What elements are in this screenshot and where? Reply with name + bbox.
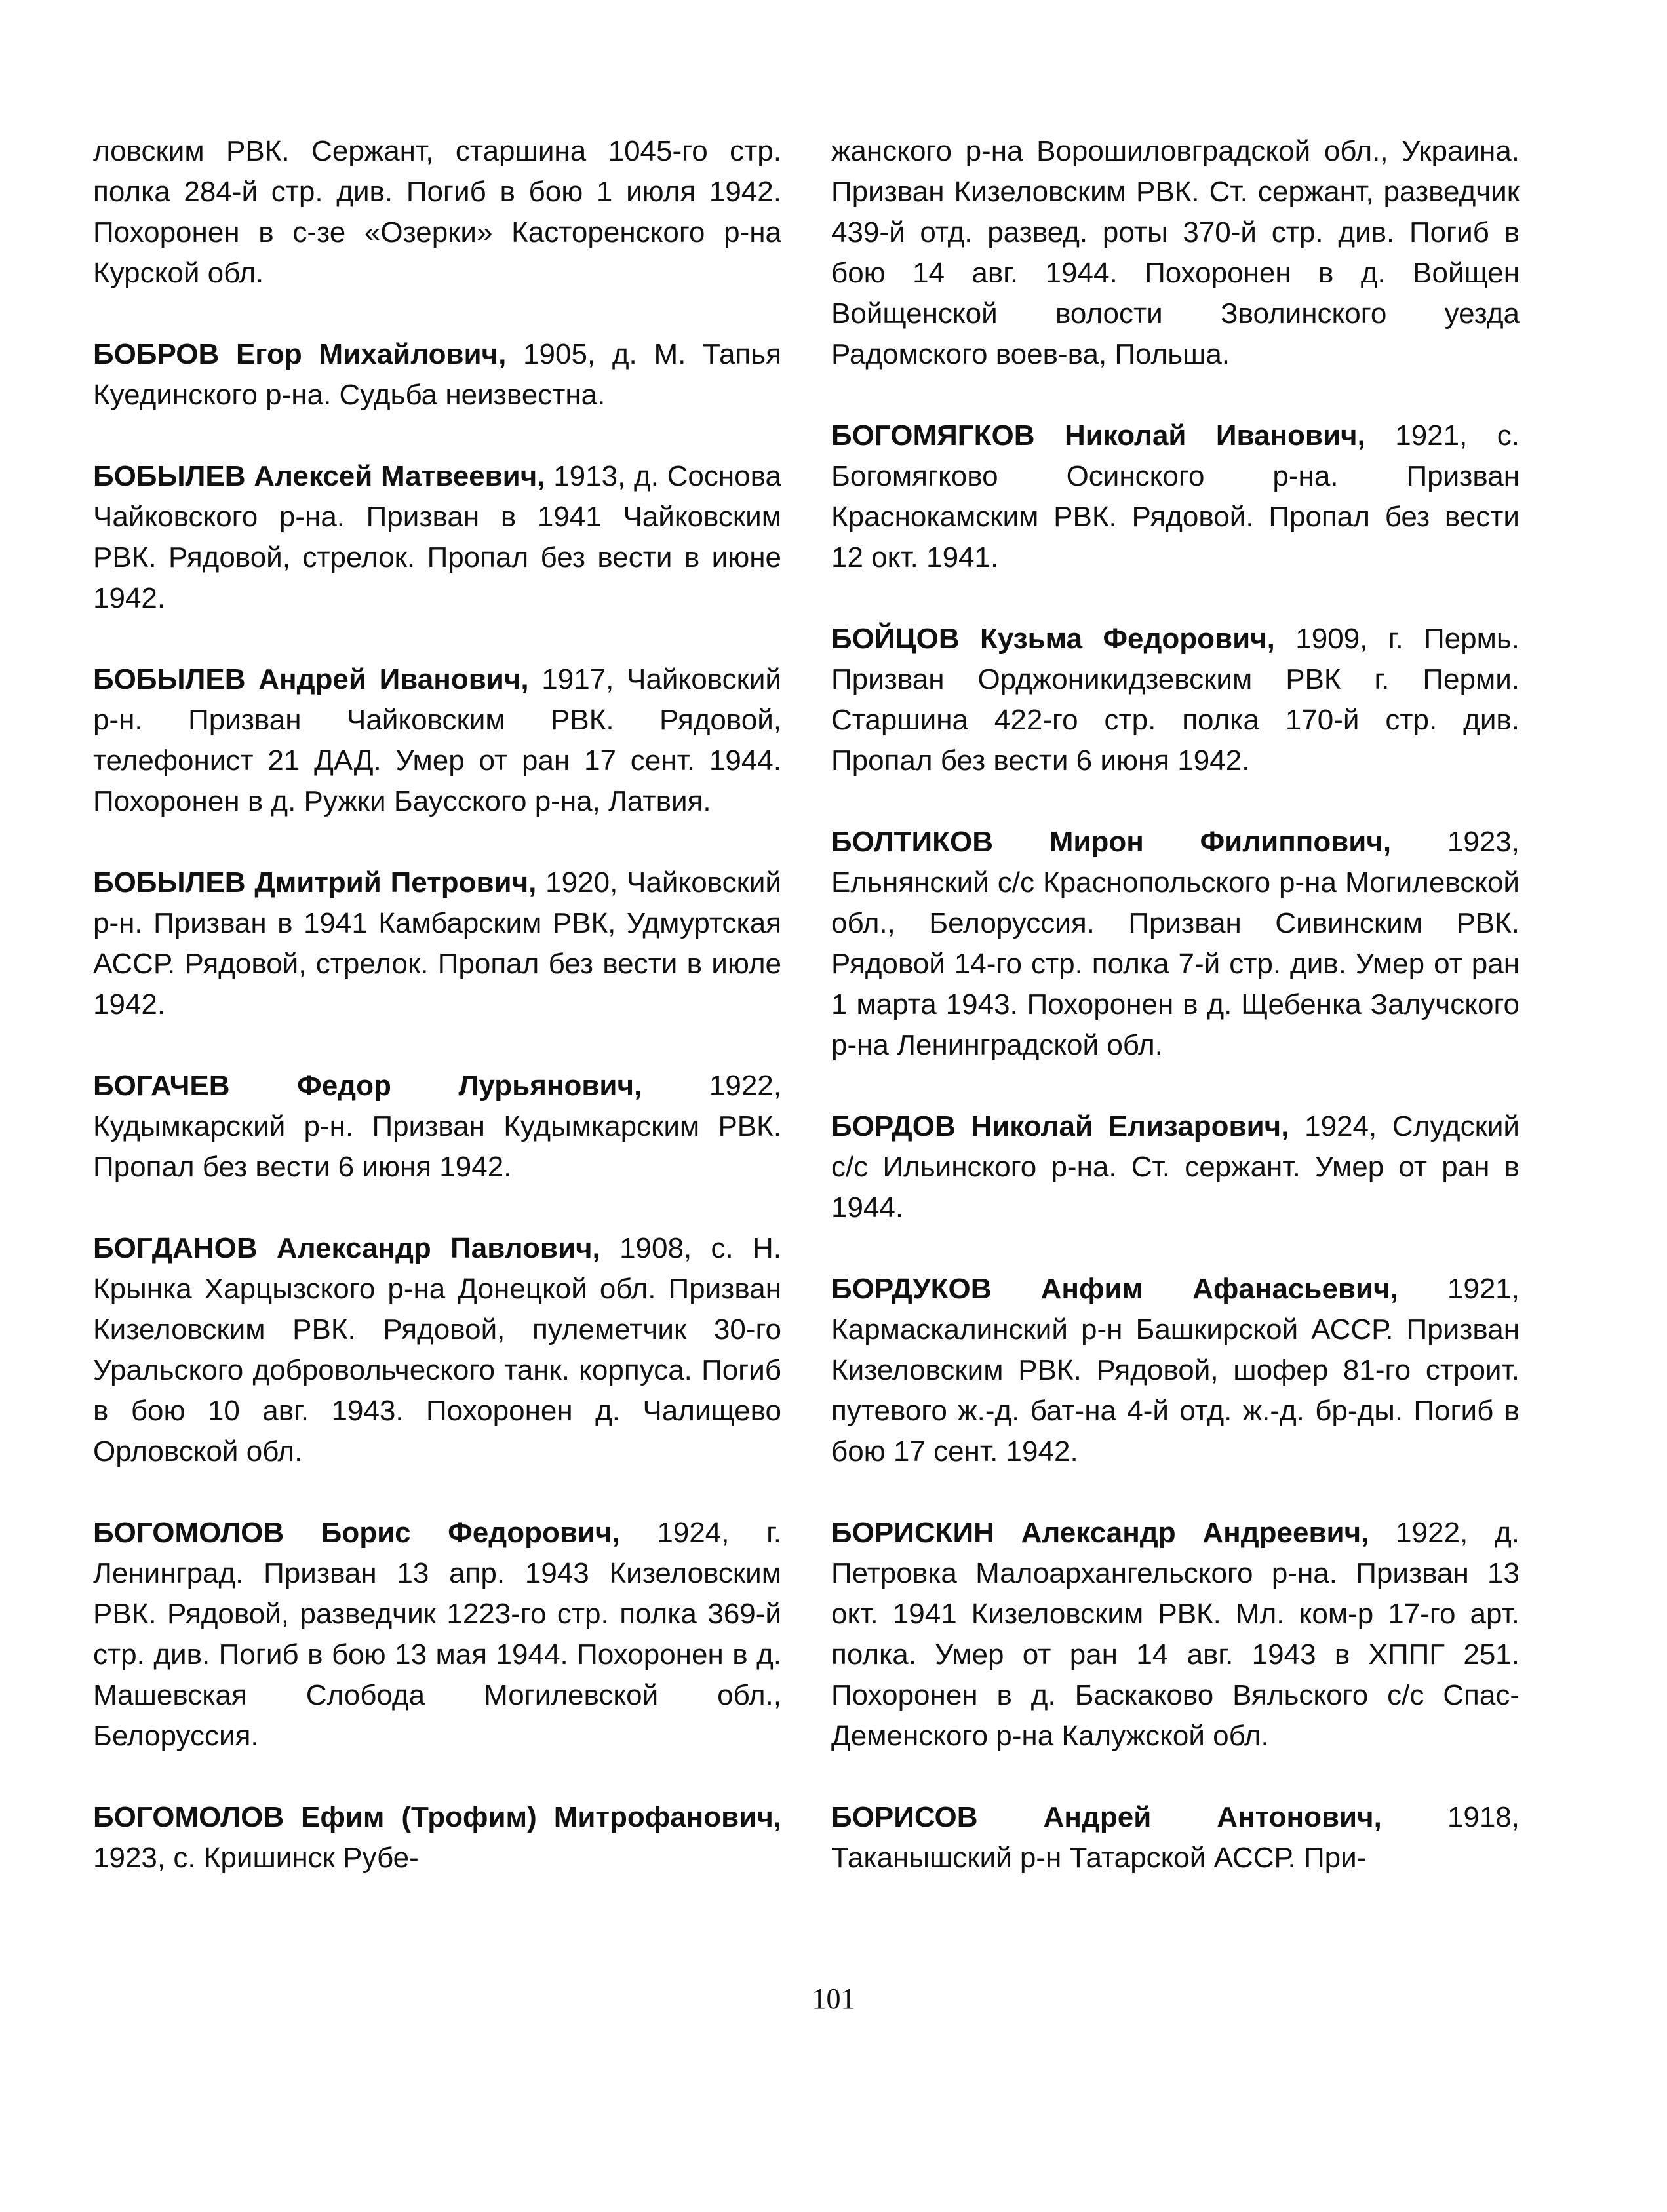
biography-entry — [93, 1797, 781, 1878]
entry-name: БОБЫЛЕВ Андрей Иванович, — [93, 663, 529, 695]
page-number: 101 — [812, 1983, 855, 2015]
biography-entry — [93, 1228, 781, 1472]
entry-text: 1905, д. М. Тапья Куединского р-на. Судьба неизвестна. — [93, 338, 781, 411]
biography-entry — [831, 619, 1520, 781]
entry-name: БОГДАНОВ Александр Павлович, — [93, 1232, 600, 1264]
biography-entry — [93, 131, 781, 294]
entry-text: 1922, д. Петровка Малоархангельского р-на. Призван 13 окт. 1941 Кизеловским РВК. Мл. ком-р 17-го арт. полка. Умер от ран 14 авг. 1943 в ХППГ 251. Похоронен в д. Баскаково Вяльского с/с Спас-Деменского р-на Калужской обл. — [831, 1517, 1520, 1752]
biography-entry — [93, 456, 781, 619]
entry-text: 1922, Кудымкарский р-н. Призван Кудымкарским РВК. Пропал без вести 6 июня 1942. — [93, 1070, 781, 1183]
biography-entry — [831, 1269, 1520, 1472]
entry-name: БОЛТИКОВ Мирон Филиппович, — [831, 826, 1392, 858]
entry-text: жанского р-на Ворошиловградской обл., Украина. Призван Кизеловским РВК. Ст. сержант, разведчик 439-й отд. развед. роты 370-й стр. див. Погиб в бою 14 авг. 1944. Похоронен в д. Войщен Войщенской волости Зволинского уезда Радомского воев-ва, Польша. — [831, 135, 1520, 370]
entry-name: БОГОМОЛОВ Борис Федорович, — [93, 1517, 620, 1549]
entry-name: БОГАЧЕВ Федор Лурьянович, — [93, 1070, 642, 1102]
left-column — [93, 131, 781, 1919]
biography-entry — [93, 334, 781, 416]
biography-entry — [831, 416, 1520, 578]
entry-text: 1924, г. Ленинград. Призван 13 апр. 1943 Кизеловским РВК. Рядовой, разведчик 1223-го стр. полка 369-й стр. див. Погиб в бою 13 мая 1944. Похоронен в д. Машевская Слобода Могилевской обл., Белоруссия. — [93, 1517, 781, 1752]
entry-name: БОГОМЯГКОВ Николай Иванович, — [831, 419, 1365, 452]
entry-name: БОБЫЛЕВ Дмитрий Петрович, — [93, 866, 537, 899]
biography-entry — [93, 1513, 781, 1756]
entry-name: БОГОМОЛОВ Ефим (Трофим) Митрофанович, — [93, 1801, 781, 1833]
entry-name: БОЙЦОВ Кузьма Федорович, — [831, 623, 1275, 655]
entry-text: 1920, Чайковский р-н. Призван в 1941 Камбарским РВК, Удмуртская АССР. Рядовой, стрелок. Пропал без вести в июле 1942. — [93, 866, 781, 1020]
entry-text: 1917, Чайковский р-н. Призван Чайковским РВК. Рядовой, телефонист 21 ДАД. Умер от ран 17 сент. 1944. Похоронен в д. Ружки Бауcского р-на, Латвия. — [93, 663, 781, 817]
biography-entry — [93, 863, 781, 1025]
entry-name: БОРДОВ Николай Елизарович, — [831, 1110, 1289, 1142]
biography-entry — [93, 1066, 781, 1188]
entry-text: 1913, д. Соснова Чайковского р-на. Призван в 1941 Чайковским РВК. Рядовой, стрелок. Пропал без вести в июне 1942. — [93, 460, 781, 614]
biography-entry — [93, 659, 781, 822]
entry-name: БОРИСКИН Александр Андреевич, — [831, 1517, 1369, 1549]
biography-entry — [831, 131, 1520, 375]
entry-text: ловским РВК. Сержант, старшина 1045-го стр. полка 284-й стр. див. Погиб в бою 1 июля 1942. Похоронен в с-зе «Озерки» Касторенского р-на Курской обл. — [93, 135, 781, 289]
entry-text: 1921, с. Богомягково Осинского р-на. Призван Краснокамским РВК. Рядовой. Пропал без вести 12 окт. 1941. — [831, 419, 1520, 573]
entry-text: 1909, г. Пермь. Призван Орджоникидзевским РВК г. Перми. Старшина 422-го стр. полка 170-й стр. див. Пропал без вести 6 июня 1942. — [831, 623, 1520, 777]
entry-text: 1908, с. Н. Крынка Харцызского р-на Донецкой обл. Призван Кизеловским РВК. Рядовой, пулеметчик 30-го Уральского добровольческого танк. корпуса. Погиб в бою 10 авг. 1943. Похоронен д. Чалищево Орловской обл. — [93, 1232, 781, 1467]
entry-text: 1923, с. Кришинск Рубе- — [93, 1842, 419, 1874]
entry-name: БОБЫЛЕВ Алексей Матвеевич, — [93, 460, 545, 492]
entry-name: БОРДУКОВ Анфим Афанасьевич, — [831, 1273, 1398, 1305]
entry-text: 1921, Кармаскалинский р-н Башкирской АССР. Призван Кизеловским РВК. Рядовой, шофер 81-го строит. путевого ж.-д. бат-на 4-й отд. ж.-д. бр-ды. Погиб в бою 17 сент. 1942. — [831, 1273, 1520, 1467]
biography-entry — [831, 1513, 1520, 1756]
biography-entry — [831, 1106, 1520, 1228]
entry-name: БОБРОВ Егор Михайлович, — [93, 338, 507, 370]
entry-text: 1924, Слудский с/с Ильинского р-на. Ст. сержант. Умер от ран в 1944. — [831, 1110, 1520, 1224]
entry-text: 1918, Таканышский р-н Татарской АССР. При- — [831, 1801, 1520, 1874]
biography-entry — [831, 822, 1520, 1066]
entry-name: БОРИСОВ Андрей Антонович, — [831, 1801, 1382, 1833]
right-column — [831, 131, 1520, 1919]
entry-text: 1923, Ельнянский с/с Краснопольского р-на Могилевской обл., Белоруссия. Призван Сивинским РВК. Рядовой 14-го стр. полка 7-й стр. див. Умер от ран 1 марта 1943. Похоронен в д. Щебенка Залучского р-на Ленинградской обл. — [831, 826, 1520, 1061]
biography-entry — [831, 1797, 1520, 1878]
